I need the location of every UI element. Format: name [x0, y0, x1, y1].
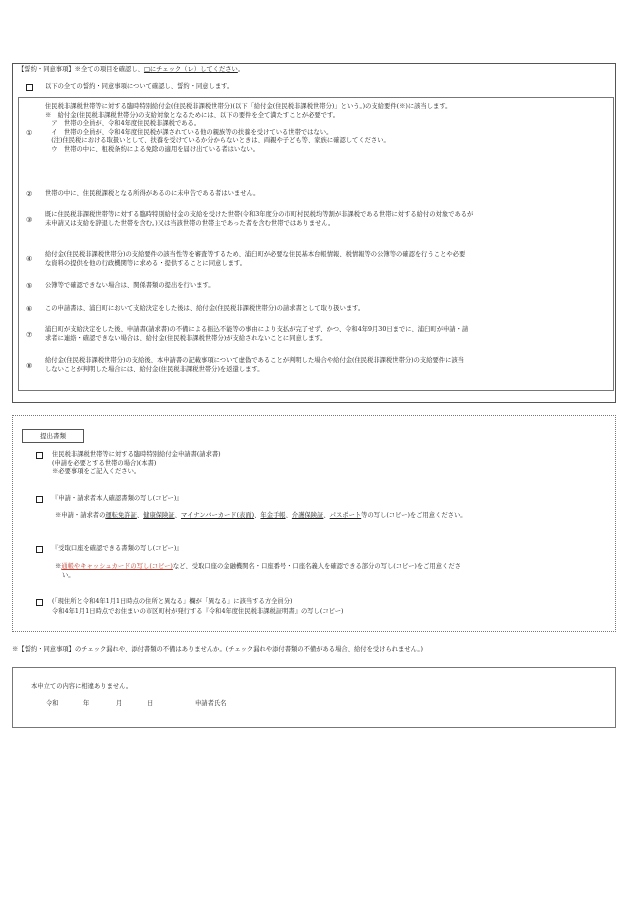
pledge-item-number: ⑥	[26, 305, 33, 313]
pledge-item-5: 公簿等で確認できない場合は、関係書類の提出を行います。	[45, 282, 215, 289]
documents-tag: 提出書類	[22, 429, 84, 443]
pledge-item-number: ④	[26, 255, 33, 263]
doc4-checkbox[interactable]	[36, 599, 43, 606]
pledge-item-number: ②	[26, 190, 33, 198]
doc3-checkbox[interactable]	[36, 546, 43, 553]
confirmation-section	[12, 667, 616, 728]
pledge-item-1: 住民税非課税世帯等に対する臨時特別給付金(住民税非課税世帯分)(以下「給付金(住民税非課税世帯分)」という。)の支給要件(※)に該当します。 ※ 給付金(住民税非課税世帯分)の支給対象となるためには、以下の要件を全て満たすことが必要です。 ア 世帯の全員が、令和4年度住民税非課税である。 イ 世帯の全員が、令和4年度住民税が課されている他の親族等の扶養を受けている世帯ではない。 (注)住民税における取扱いとして、扶養を受けているか分からないときは、両親や子ども等、家族に確認してください。 ウ 世帯の中に、租税条約による免除の適用を届け出ている者はいない。	[45, 103, 452, 153]
pledge-header-check-instruction: □にチェック（レ）してください	[143, 66, 238, 73]
applicant-name-label: 申請者氏名	[195, 700, 227, 707]
pledge-item-number: ③	[26, 216, 33, 224]
doc1-checkbox[interactable]	[36, 452, 43, 459]
doc2-checkbox[interactable]	[36, 496, 43, 503]
pledge-item-number: ⑤	[26, 282, 33, 290]
pledge-item-8: 給付金(住民税非課税世帯分)の支給後、本申請書の記載事項について虚偽であることが判明した場合や給付金(住民税非課税世帯分)の支給要件に該当 しないことが判明した場合には、給付金(住民税非課税世帯分)を返還します。	[45, 357, 464, 373]
doc2-title: 『申請・請求者本人確認書類の写し(コピー)』	[52, 495, 183, 502]
confirm-all-label: 以下の全ての誓約・同意事項について確認し、誓約・同意します。	[45, 83, 234, 90]
date-era: 令和	[46, 700, 59, 707]
pledge-header: 【誓約・同意事項】※全ての項目を確認し、□にチェック（レ）してください。	[18, 66, 245, 73]
pledge-item-number: ⑧	[26, 362, 33, 370]
date-year-label: 年	[83, 700, 90, 707]
confirm-all-checkbox[interactable]	[26, 84, 33, 91]
doc2-note: ※申請・請求者の運転免許証、健康保険証、マイナンバーカード(表面)、年金手帳、介護保険証、パスポート等の写し(コピー)をご用意ください。	[55, 512, 467, 519]
pledge-item-number: ⑦	[26, 331, 33, 339]
confirm-statement: 本申立ての内容に相違ありません。	[31, 683, 133, 690]
doc3-title: 『受取口座を確認できる書類の写し(コピー)』	[52, 545, 183, 552]
doc4-text: (「現住所と令和4年1月1日時点の住所と異なる」欄が「異なる」に該当する方全員分) 令和4年1月1日時点でお住まいの市区町村が発行する『令和4年度住民税非課税証明書』の写し(コピー)	[52, 598, 344, 615]
pledge-item-number: ①	[26, 129, 33, 137]
footnote: ※【誓約・同意事項】のチェック漏れや、添付書類の不備はありませんか。(チェック漏れや添付書類の不備がある場合、給付を受けられません。)	[12, 646, 423, 653]
pledge-item-2: 世帯の中に、住民税課税となる所得があるのに未申告である者はいません。	[45, 190, 260, 197]
doc3-note: ※通帳やキャッシュカードの写し(コピー)など、受取口座の金融機関名・口座番号・口座名義人を確認できる部分の写し(コピー)をご用意くださ い。	[55, 563, 461, 579]
pledge-item-6: この申請書は、浦臼町において支給決定をした後は、給付金(住民税非課税世帯分)の請求書として取り扱います。	[45, 305, 365, 312]
date-day-label: 日	[147, 700, 154, 707]
pledge-item-7: 浦臼町が支給決定をした後、申請書(請求書)の不備による振込不能等の事由により支払が完了せず、かつ、令和4年9月30日までに、浦臼町が申請・請 求者に連絡・確認できない場合は、給付金(住民税非課税世帯分)が支給されないことに同意します。	[45, 326, 469, 342]
doc1-text: 住民税非課税世帯等に対する臨時特別給付金申請書(請求書) (申請を必要とする世帯の場合)(本書) ※必要事項をご記入ください。	[52, 451, 221, 476]
date-month-label: 月	[116, 700, 123, 707]
pledge-item-3: 既に住民税非課税世帯等に対する臨時特別給付金の支給を受けた世帯(令和3年度分の市町村民税均等割が非課税である世帯に対する給付の対象であるが 未申請又は支給を辞退した世帯を含む。)又は当該世帯の世帯主であった者を含む世帯ではありません。	[45, 211, 474, 227]
pledge-item-4: 給付金(住民税非課税世帯分)の支給要件の該当性等を審査等するため、浦臼町が必要な住民基本台帳情報、税情報等の公簿等の確認を行うことや必要 な資料の提供を他の行政機関等に求める・提供することに同意します。	[45, 251, 466, 267]
